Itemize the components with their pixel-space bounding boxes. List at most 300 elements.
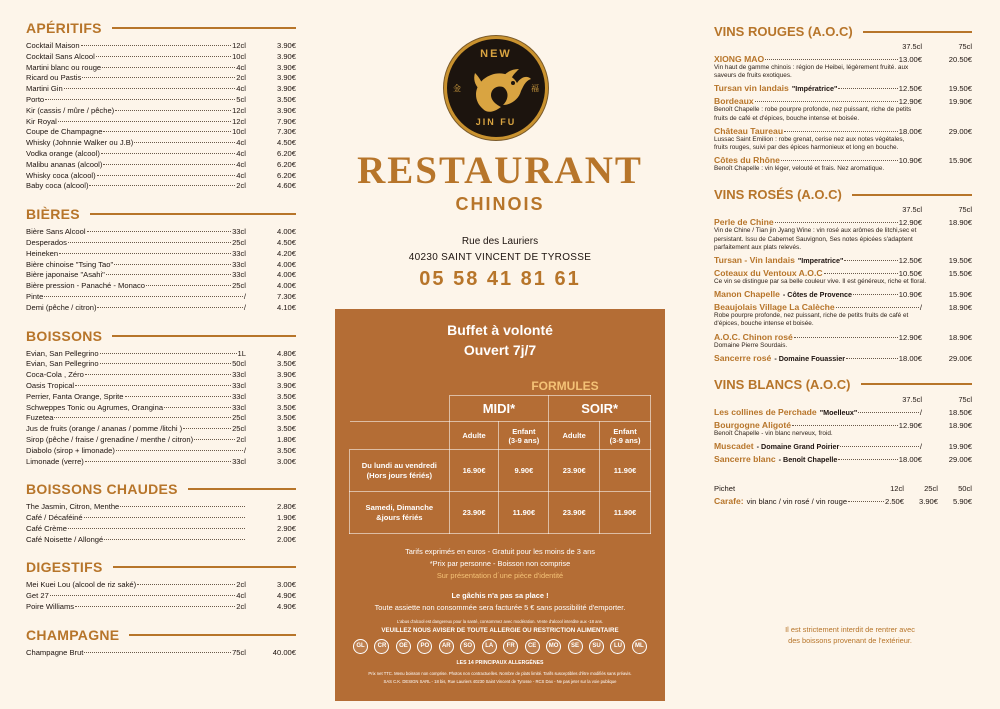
wine-row [714, 83, 972, 93]
dot-leader [194, 439, 235, 440]
dot-leader [100, 363, 231, 364]
table-row [350, 450, 651, 492]
item-volume: 2cl [236, 602, 246, 612]
note-assiette: Toute assiette non consommée sera facturée 5 € sans possibilité d'emporter. [374, 603, 626, 612]
wine-item [714, 420, 972, 438]
item-price: 3.50€ [276, 424, 296, 434]
dot-leader [838, 459, 897, 460]
wine-price-small: 12.90€ [898, 97, 922, 107]
wine-name: Bourgogne Aligoté [714, 419, 792, 430]
list-item [26, 127, 296, 138]
pichet-label: Pichet [714, 484, 736, 494]
row-label-weekend: Samedi, Dimanche &jours fériés [350, 492, 450, 534]
item-price: 4.50€ [276, 138, 296, 148]
wine-price-large: 15.50€ [948, 269, 972, 279]
allergen-icon: LU [610, 639, 625, 654]
wine-price-large: 15.90€ [948, 290, 972, 300]
list-item [26, 359, 296, 370]
dot-leader [97, 175, 236, 176]
item-price: 4.00€ [276, 281, 296, 291]
list-item [26, 535, 296, 546]
item-name: Bière Sans Alcool [26, 227, 86, 237]
allergen-icon: SO [460, 639, 475, 654]
wine-extra: "Impératrice" [791, 84, 838, 94]
dot-leader [59, 253, 231, 254]
wine-item [714, 407, 972, 417]
allergen-icon: CE [525, 639, 540, 654]
wine-description: Vin de Chine / Tian jin Jyang Wine : vin rosé aux arômes de litchi,sec et [714, 227, 917, 235]
wine-extra: "Imperatrice" [797, 256, 844, 266]
wine-name: Côtes du Rhône [714, 155, 780, 166]
item-name: Mei Kuei Lou (alcool de riz saké) [26, 580, 137, 590]
champagne-section [26, 627, 296, 659]
wine-item [714, 96, 972, 122]
item-name: Limonade (verre) [26, 456, 84, 466]
wine-price-small: 18.00€ [898, 353, 922, 363]
wine-price-large: 19.50€ [948, 84, 972, 94]
item-name: Perrier, Fanta Orange, Sprite [26, 391, 124, 401]
item-name: Kir (cassis / mûre / pêche) [26, 105, 115, 115]
item-price: 1.90€ [276, 513, 296, 523]
dot-leader [125, 396, 232, 397]
dot-leader [120, 506, 245, 507]
item-name: Café / Décaféiné [26, 513, 83, 523]
item-volume: 33cl [232, 227, 246, 237]
address-street: Rue des Lauriers [461, 236, 539, 247]
wine-row [714, 302, 972, 312]
item-name: Demi (pêche / citron) [26, 302, 97, 312]
vins-blancs-list [714, 407, 972, 464]
item-volume: 12cl [232, 41, 246, 50]
adulte-header-soir: Adulte [549, 422, 600, 450]
list-item [26, 303, 296, 314]
wine-price-small: 10.90€ [898, 156, 922, 166]
dot-leader [103, 131, 231, 132]
item-volume: 25cl [232, 413, 246, 423]
soir-header: SOIR* [549, 396, 651, 422]
item-volume: 33cl [232, 248, 246, 258]
item-volume: / [243, 445, 246, 455]
wine-description: fruits rouges, suivi par des épices harmonieux et long en bouche. [714, 144, 899, 152]
buffet-title: Buffet à volonté [447, 322, 553, 338]
item-volume: 1L [237, 348, 246, 358]
item-price: 3.00€ [276, 580, 296, 590]
dot-leader [115, 110, 231, 111]
list-item [26, 117, 296, 128]
allergen-icon: MO [546, 639, 561, 654]
boissons-chaudes-section [26, 481, 296, 545]
item-volume: 25cl [232, 424, 246, 434]
item-volume: 25cl [232, 281, 246, 291]
item-name: Baby coca (alcool) [26, 181, 89, 191]
wine-price-small: 10.90€ [898, 290, 922, 300]
item-price: 3.90€ [276, 41, 296, 50]
pichet-size-2: 25cl [924, 484, 938, 494]
wine-row [714, 289, 972, 299]
list-item [26, 591, 296, 602]
item-volume: 4cl [236, 159, 246, 169]
wine-price-small: 12.90€ [898, 332, 922, 342]
aperitifs-list [26, 41, 296, 192]
list-item [26, 513, 296, 524]
wine-description: d'épices, bouche intense et boisée. [714, 320, 814, 328]
dot-leader [45, 99, 235, 100]
item-name: Café Noisette / Allongé [26, 534, 104, 544]
right-column [700, 0, 990, 709]
list-item [26, 260, 296, 271]
list-item [26, 435, 296, 446]
carafe-label: Carafe: [714, 496, 744, 507]
wine-name: Château Taureau [714, 125, 784, 136]
wine-row [714, 54, 972, 64]
item-name: Cocktail Sans Alcool [26, 51, 95, 61]
wine-row [714, 155, 972, 165]
item-volume: 33cl [232, 270, 246, 280]
note-alcool: L'abus d'alcool est dangereux pour la santé, consommez avec modération. Vente d'alcool interdite aux -18 ans. [396, 619, 604, 624]
wine-description: Benoît Chapelle - vin blanc nerveux, froid. [714, 429, 833, 437]
wine-price-small: / [919, 303, 922, 313]
allergen-badges [353, 639, 647, 654]
item-price: 4.60€ [276, 181, 296, 191]
champagne-list [26, 648, 296, 659]
item-price: 4.00€ [276, 270, 296, 280]
allergens-title: LES 14 PRINCIPAUX ALLERGÈNES [456, 660, 544, 666]
table-corner [350, 396, 450, 422]
allergen-icon: ML [632, 639, 647, 654]
item-name: Jus de fruits (orange / ananas / pomme /litchi ) [26, 424, 183, 434]
bieres-section [26, 206, 296, 313]
list-item [26, 138, 296, 149]
item-price: 4.20€ [276, 248, 296, 258]
wine-name: Tursan - Vin landais [714, 255, 795, 266]
wine-price-large: 19.90€ [948, 97, 972, 107]
price-cell: 11.90€ [600, 492, 651, 534]
wine-name: Les collines de Perchade [714, 406, 817, 417]
wine-description: fruits de café et d'épices, bouche intense et boisée. [714, 114, 860, 122]
dot-leader [85, 374, 231, 375]
wine-item [714, 155, 972, 173]
item-price: 6.20€ [276, 159, 296, 169]
wine-item [714, 217, 972, 252]
wine-row [714, 126, 972, 136]
legal-text-1: Prix net TTC. Menu boisson non comprise. Photos non contractuelles. Nombre de plats limité. Tarifs susceptibles d'être modifiés sans préavis. [368, 671, 632, 676]
allergen-icon: GL [353, 639, 368, 654]
bieres-title: BIÈRES [26, 206, 296, 222]
item-price: 2.00€ [276, 534, 296, 544]
dot-leader [134, 142, 235, 143]
dot-leader [84, 652, 231, 653]
item-price: 2.90€ [276, 523, 296, 533]
note-gachis: Le gâchis n'a pas sa place ! [451, 591, 549, 600]
item-volume: / [243, 291, 246, 301]
dot-leader [85, 461, 231, 462]
dot-leader [96, 56, 231, 57]
wine-item [714, 289, 972, 299]
list-item [26, 181, 296, 192]
dot-leader [114, 264, 231, 265]
dot-leader [87, 231, 232, 232]
wine-price-small: / [919, 407, 922, 417]
legal-text-2: SAS C.K. DESIGN SARL - 18 bis, Rue Lauriers 40230 Saint Vincent de Tyrosse - RCS Dax - Ne pas jeter sur la voie publique [383, 679, 617, 684]
price-cell: 23.90€ [549, 492, 600, 534]
item-name: Ricard ou Pastis [26, 73, 82, 83]
wine-extra: - Côtes de Provence [782, 290, 853, 300]
wine-item [714, 454, 972, 464]
dot-leader [164, 407, 231, 408]
wine-name: Beaujolais Village La Calèche [714, 302, 835, 313]
vins-rouges-section [714, 24, 972, 173]
wine-item [714, 83, 972, 93]
item-volume: 33cl [232, 456, 246, 466]
wine-row [714, 441, 972, 451]
restaurant-logo [444, 36, 548, 140]
wine-item [714, 54, 972, 80]
dot-leader [50, 595, 235, 596]
carafe-row [714, 496, 972, 506]
dot-leader [781, 160, 898, 161]
item-name: Malibu ananas (alcool) [26, 159, 103, 169]
allergen-icon: OE [396, 639, 411, 654]
dot-leader [64, 88, 236, 89]
dot-leader [858, 412, 919, 413]
item-name: Whisky coca (alcool) [26, 170, 96, 180]
wine-item [714, 441, 972, 451]
dot-leader [75, 606, 235, 607]
item-name: Martini Gin [26, 84, 63, 94]
allergen-icon: LA [482, 639, 497, 654]
dot-leader [104, 539, 245, 540]
list-item [26, 580, 296, 591]
row-label-weekday: Du lundi au vendredi (Hors jours fériés) [350, 450, 450, 492]
item-volume: 12cl [232, 116, 246, 126]
item-volume: / [243, 302, 246, 312]
list-item [26, 349, 296, 360]
dragon-icon [461, 59, 537, 121]
wine-price-large: 18.90€ [948, 218, 972, 228]
list-item [26, 270, 296, 281]
price-cell: 11.90€ [600, 450, 651, 492]
carafe-price-3: 5.90€ [952, 497, 972, 507]
notice-line-1: Il est strictement interdit de rentrer avec [785, 625, 915, 634]
vins-blancs-section [714, 377, 972, 464]
wine-extra: - Benoît Chapelle [778, 455, 838, 465]
dot-leader [846, 358, 898, 359]
wine-description: Vin haut de gamme chinois : région de Heibei, légèrement fruité. aux [714, 64, 909, 71]
item-name: Bière pression - Panaché - Monaco [26, 281, 146, 291]
item-price: 3.90€ [276, 62, 296, 72]
wine-price-small: 18.00€ [898, 126, 922, 136]
list-item [26, 370, 296, 381]
item-price: 7.90€ [276, 116, 296, 126]
item-price: 40.00€ [272, 647, 296, 657]
adulte-header: Adulte [449, 422, 499, 450]
wine-description: parfaitement aux plats relevés. [714, 243, 802, 251]
logo-top-text: NEW [480, 48, 512, 60]
dot-leader [44, 296, 243, 297]
price-cell: 16.90€ [449, 450, 499, 492]
item-volume: 33cl [232, 391, 246, 401]
price-cell: 23.90€ [549, 450, 600, 492]
list-item [26, 424, 296, 435]
price-cell: 23.90€ [449, 492, 499, 534]
item-volume: 4cl [236, 591, 246, 601]
item-name: Porto [26, 94, 45, 104]
price-cell: 11.90€ [499, 492, 549, 534]
item-name: Fuzetea [26, 413, 54, 423]
item-price: 3.90€ [276, 84, 296, 94]
item-price: 4.90€ [276, 602, 296, 612]
formules-title: FORMULES [531, 379, 599, 393]
item-volume: 75cl [232, 647, 246, 657]
item-name: Kir Royal [26, 116, 57, 126]
item-price: 7.30€ [276, 127, 296, 137]
enfant-header-soir: Enfant (3-9 ans) [600, 422, 651, 450]
note-piece: Sur présentation d´une pièce d'identité [436, 571, 564, 580]
list-item [26, 648, 296, 659]
item-name: Cocktail Maison [26, 41, 80, 50]
formules-table [349, 395, 651, 534]
carafe-kinds: vin blanc / vin rosé / vin rouge [746, 497, 848, 507]
item-name: Bière chinoise "Tsing Tao" [26, 259, 114, 269]
item-volume: 2cl [236, 73, 246, 83]
aperitifs-section [26, 20, 296, 192]
aperitifs-title: APÉRITIFS [26, 20, 296, 36]
item-volume: 4cl [236, 138, 246, 148]
list-item [26, 41, 296, 52]
item-volume: 50cl [232, 359, 246, 369]
item-price: 3.50€ [276, 402, 296, 412]
item-volume: 2cl [236, 434, 246, 444]
item-name: Poire Williams [26, 602, 75, 612]
wine-name: Manon Chapelle [714, 289, 780, 300]
wine-name: Coteaux du Ventoux A.O.C [714, 268, 823, 279]
dot-leader [68, 528, 245, 529]
item-price: 4.90€ [276, 591, 296, 601]
wine-row [714, 420, 972, 430]
dot-leader [103, 164, 235, 165]
dot-leader [844, 260, 897, 261]
vins-roses-list [714, 217, 972, 362]
item-volume: 10cl [232, 51, 246, 61]
dot-leader [116, 450, 243, 451]
dot-leader [101, 153, 235, 154]
list-item [26, 457, 296, 468]
dot-leader [89, 185, 235, 186]
price-cell: 9.90€ [499, 450, 549, 492]
address-city: 40230 SAINT VINCENT DE TYROSSE [408, 252, 592, 263]
allergy-notice: VEUILLEZ NOUS AVISER DE TOUTE ALLERGIE OU RESTRICTION ALIMENTAIRE [381, 627, 619, 634]
item-volume: 5cl [236, 94, 246, 104]
wine-price-small: 10.50€ [898, 269, 922, 279]
item-price: 6.20€ [276, 148, 296, 158]
item-volume: 4cl [236, 84, 246, 94]
table-row [350, 492, 651, 534]
restaurant-subtitle: CHINOIS [455, 194, 545, 214]
wine-price-large: 20.50€ [948, 55, 972, 64]
wine-description: saveurs de fruits exotiques. [714, 72, 792, 80]
logo-char-right: 福 [531, 84, 539, 93]
wine-price-small: 12.90€ [898, 420, 922, 430]
item-volume: 4cl [236, 148, 246, 158]
dot-leader [836, 307, 919, 308]
item-name: Pinte [26, 291, 44, 301]
list-item [26, 149, 296, 160]
wine-price-large: 18.50€ [948, 407, 972, 417]
item-name: The Jasmin, Citron, Menthe [26, 502, 120, 512]
table-corner-2 [350, 422, 450, 450]
item-name: Evian, San Pellegrino [26, 359, 99, 369]
item-name: Get 27 [26, 591, 49, 601]
item-price: 3.90€ [276, 105, 296, 115]
phone-number[interactable]: 05 58 41 81 61 [419, 268, 581, 290]
list-item [26, 446, 296, 457]
notice-line-2: des boissons provenant de l'extérieur. [788, 636, 912, 645]
dot-leader [792, 425, 898, 426]
item-name: Martini blanc ou rouge [26, 62, 102, 72]
boissons-title: BOISSONS [26, 328, 296, 344]
dot-leader [775, 222, 898, 223]
list-item [26, 281, 296, 292]
item-name: Evian, San Pellegrino [26, 348, 99, 358]
allergen-icon: FR [503, 639, 518, 654]
restaurant-title: RESTAURANT [357, 149, 643, 192]
pichet-row [714, 484, 972, 493]
item-name: Heineken [26, 248, 59, 258]
dot-leader [81, 45, 231, 46]
wine-description: Ce vin se distingue par sa belle couleur vive. Il est généreux, riche et floral. [714, 278, 927, 286]
wine-name: Sancerre rosé [714, 352, 772, 363]
item-name: Diabolo (sirop + limonade) [26, 445, 115, 455]
wine-price-large: 18.90€ [948, 332, 972, 342]
wine-row [714, 454, 972, 464]
digestifs-section [26, 559, 296, 612]
dot-leader [838, 88, 897, 89]
wine-name: Perle de Chine [714, 217, 774, 228]
wine-name: Tursan vin landais [714, 83, 789, 94]
vins-rouges-title: VINS ROUGES (A.O.C) [714, 24, 972, 39]
item-volume: 25cl [232, 237, 246, 247]
champagne-title: CHAMPAGNE [26, 627, 296, 643]
dot-leader [97, 307, 242, 308]
item-price: 4.10€ [276, 302, 296, 312]
list-item [26, 413, 296, 424]
allergen-icon: SU [589, 639, 604, 654]
wine-price-large: 18.90€ [948, 420, 972, 430]
item-volume: 10cl [232, 127, 246, 137]
wine-row [714, 255, 972, 265]
wine-extra: - Domaine Fouassier [774, 353, 846, 363]
dot-leader [102, 67, 235, 68]
wine-item [714, 255, 972, 265]
pichet-size-3: 50cl [958, 484, 972, 494]
wine-name: XIONG MAO [714, 54, 765, 64]
item-price: 3.50€ [276, 391, 296, 401]
vins-roses-sizes: 37.5cl 75cl [902, 205, 972, 215]
wine-price-small: 12.90€ [898, 218, 922, 228]
buffet-panel [335, 309, 665, 701]
wine-price-large: 29.00€ [948, 353, 972, 363]
note-prix: *Prix par personne - Boisson non comprise [429, 559, 571, 568]
dot-leader [146, 285, 231, 286]
wine-name: Muscadet [714, 441, 754, 452]
item-name: Coupe de Champagne [26, 127, 103, 137]
dot-leader [106, 274, 231, 275]
wine-price-large: 15.90€ [948, 156, 972, 166]
item-volume: 4cl [236, 62, 246, 72]
item-price: 4.00€ [276, 259, 296, 269]
digestifs-list [26, 580, 296, 612]
wine-item [714, 302, 972, 328]
